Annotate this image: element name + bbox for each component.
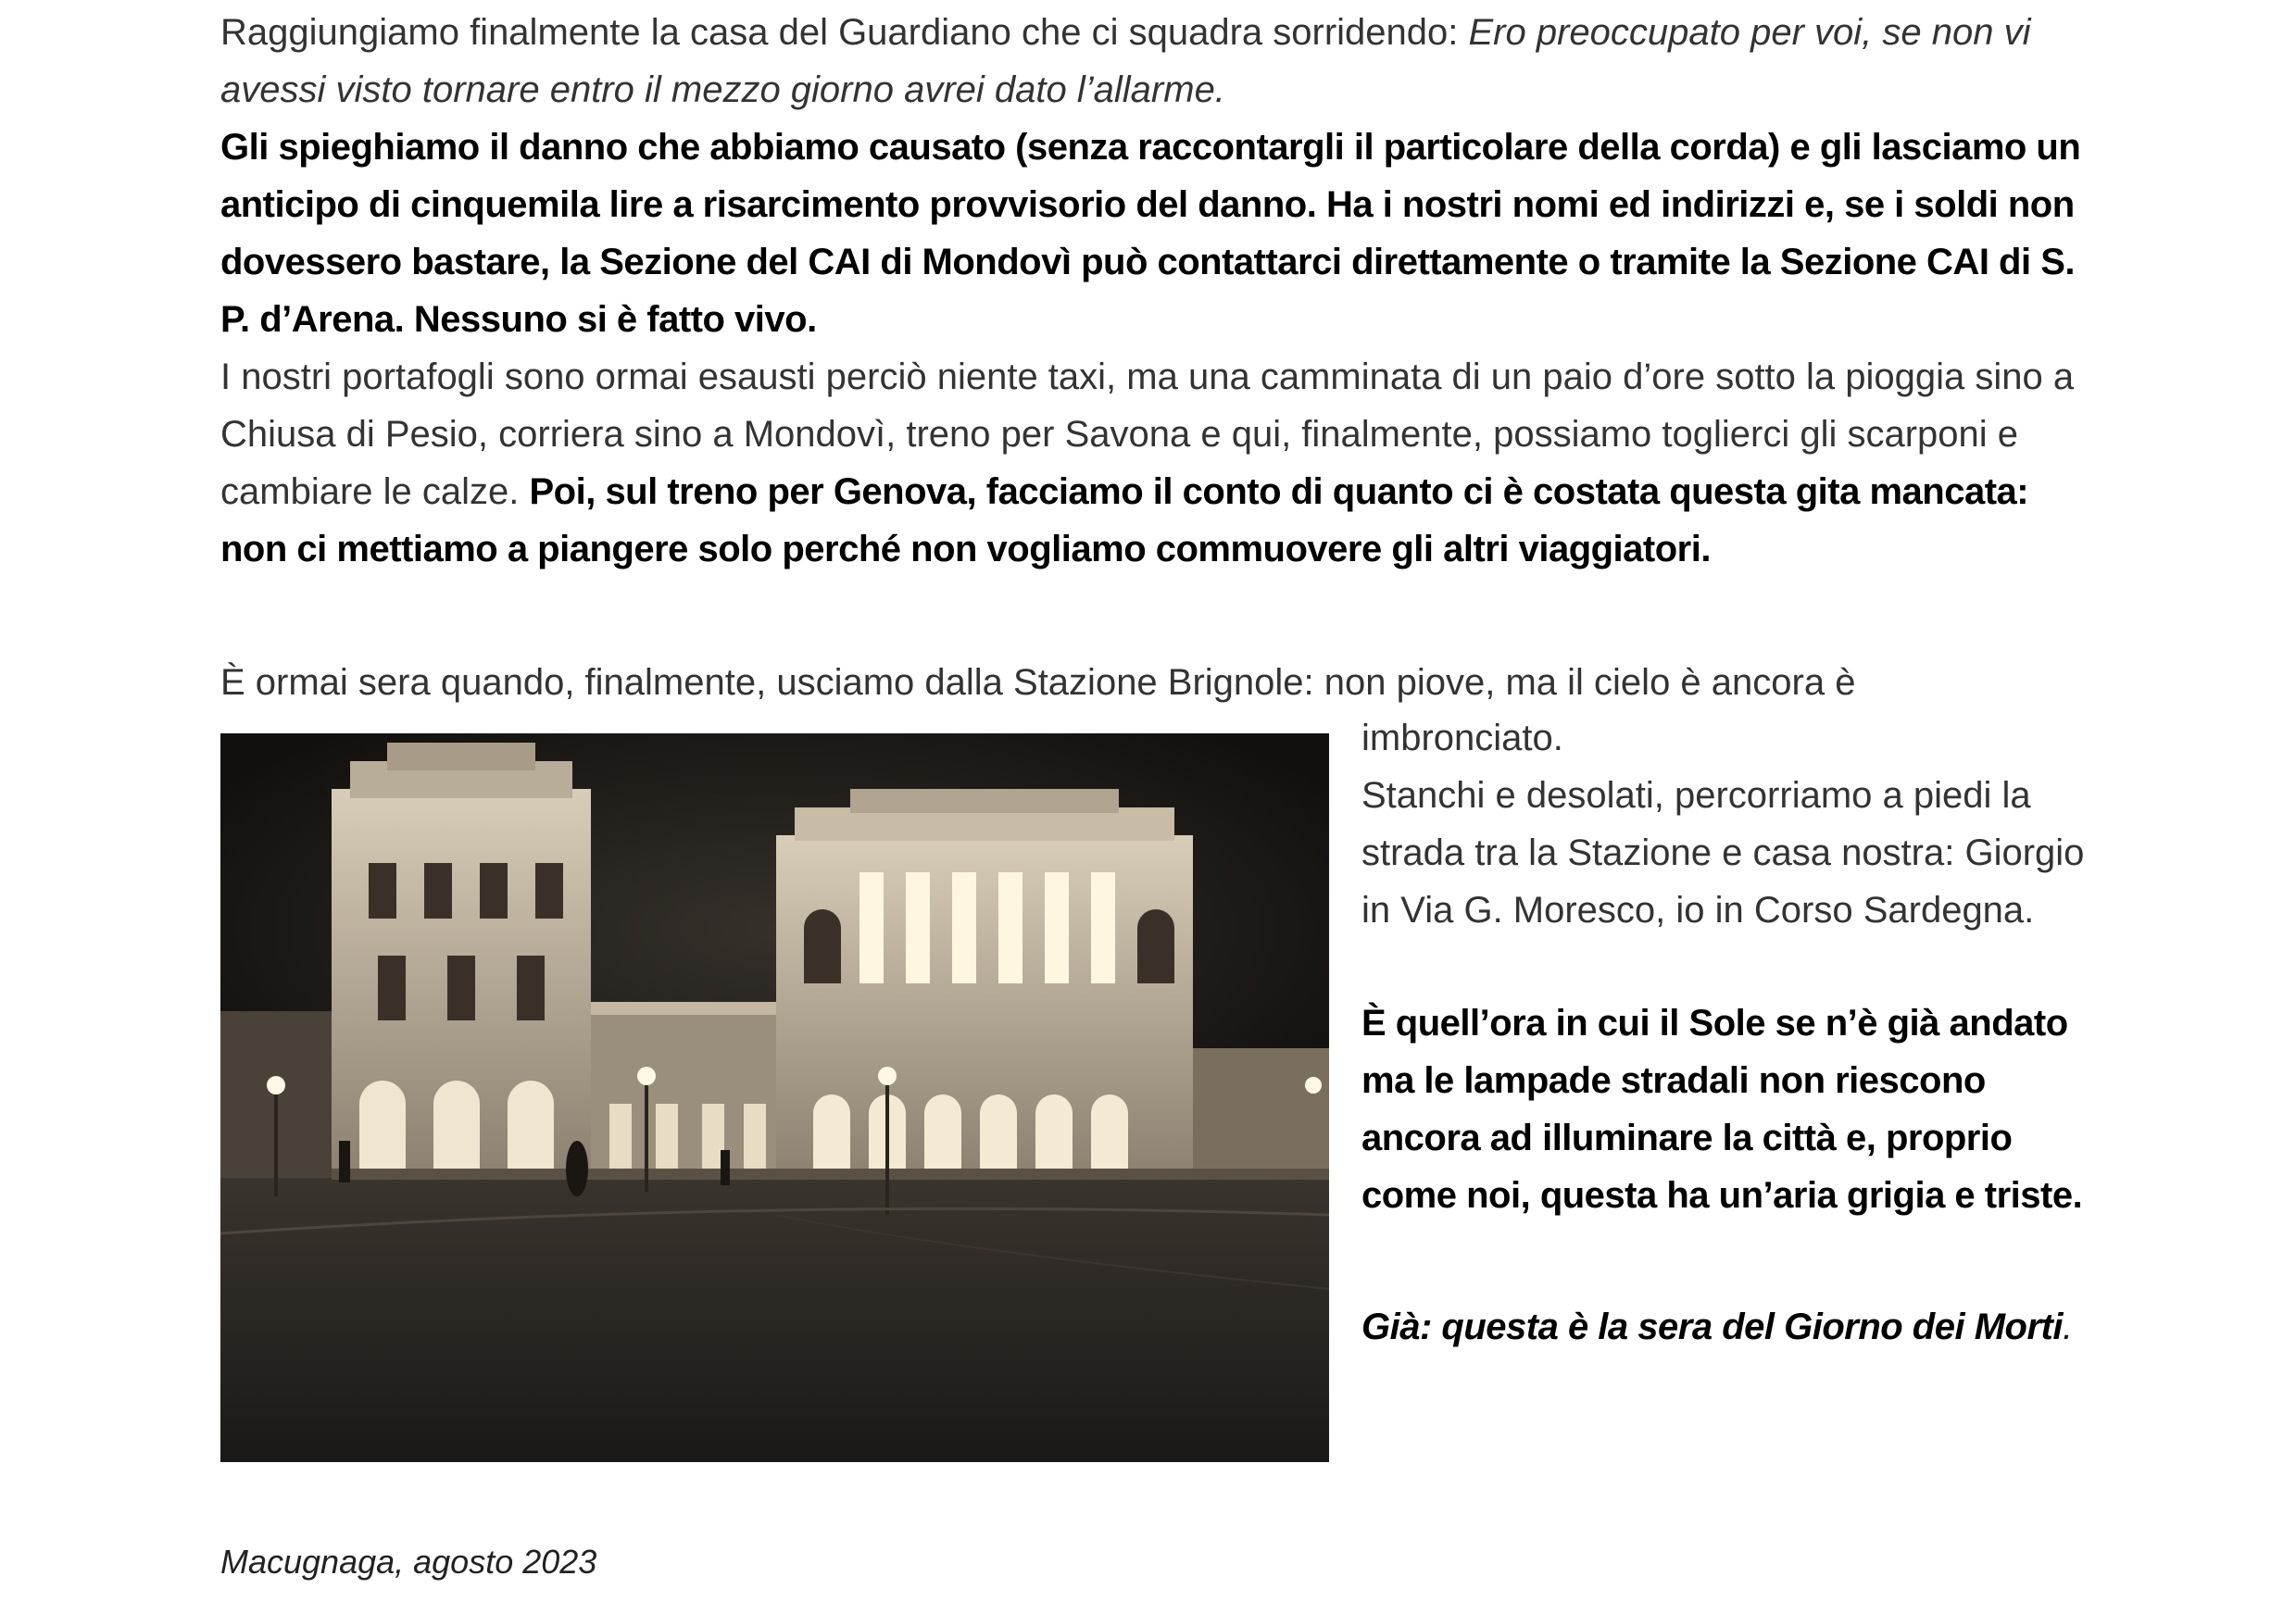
paragraph-guardian-text: Raggiungiamo finalmente la casa del Guardiano che ci squadra sorridendo: [220,12,1469,53]
guardian-quote: Ero preoccupato per voi, se non vi avessi visto tornare entro il mezzo giorno avrei dato l’allarme. [220,12,2031,110]
conclusion-text: Già: questa è la sera del Giorno dei Morti [1361,1307,2063,1347]
side-paragraph-dusk [1361,994,2102,1224]
paragraph-evening [220,654,2091,711]
footer-signature: Macugnaga, agosto 2023 [220,1543,597,1581]
paragraph-damage-text: Gli spieghiamo il danno che abbiamo causato (senza raccontargli il particolare della corda) e gli lasciamo un anticipo di cinquemila lire a risarcimento provvisorio del danno. Ha i nostri nomi ed indirizzi e, se i soldi non dovessero bastare, la Sezione del CAI di Mondovì può contattarci direttamente o tramite la Sezione CAI di S. P. d’Arena. Nessuno si è fatto vivo. [220,127,2081,340]
side-line-text: imbronciato. [1361,718,1563,758]
side-paragraph-walk [1361,767,2102,939]
paragraph-guardian [220,4,2091,119]
side-line-imbronciato [1361,709,2102,767]
paragraph-evening-text: È ormai sera quando, finalmente, usciamo dalla Stazione Brignole: non piove, ma il cielo è ancora è [220,662,1856,703]
side-paragraph-walk-text: Stanchi e desolati, percorriamo a piedi la strada tra la Stazione e casa nostra: Giorgio in Via G. Moresco, io in Corso Sardegna. [1361,775,2085,931]
paragraph-damage [220,119,2091,348]
side-paragraph-conclusion [1361,1298,2102,1356]
station-night-photo [220,733,1329,1462]
conclusion-period: . [2062,1307,2074,1347]
side-paragraph-dusk-text: È quell’ora in cui il Sole se n’è già andato ma le lampade stradali non riescono ancora ad illuminare la città e, proprio come noi, questa ha un’aria grigia e triste. [1361,1003,2083,1216]
paragraph-journey-text: I nostri portafogli sono ormai esausti perciò niente taxi, ma una camminata di un paio d’ore sotto la pioggia sino a Chiusa di Pesio, corriera sino a Mondovì, treno per Savona e qui, finalmente, possiamo toglierci gli scarponi e cambiare le calze. [220,356,2075,512]
paragraph-journey-bold: Poi, sul treno per Genova, facciamo il conto di quanto ci è costata questa gita mancata: non ci mettiamo a piangere solo perché non vogliamo commuovere gli altri viaggiatori. [220,471,2029,569]
paragraph-journey [220,348,2091,578]
